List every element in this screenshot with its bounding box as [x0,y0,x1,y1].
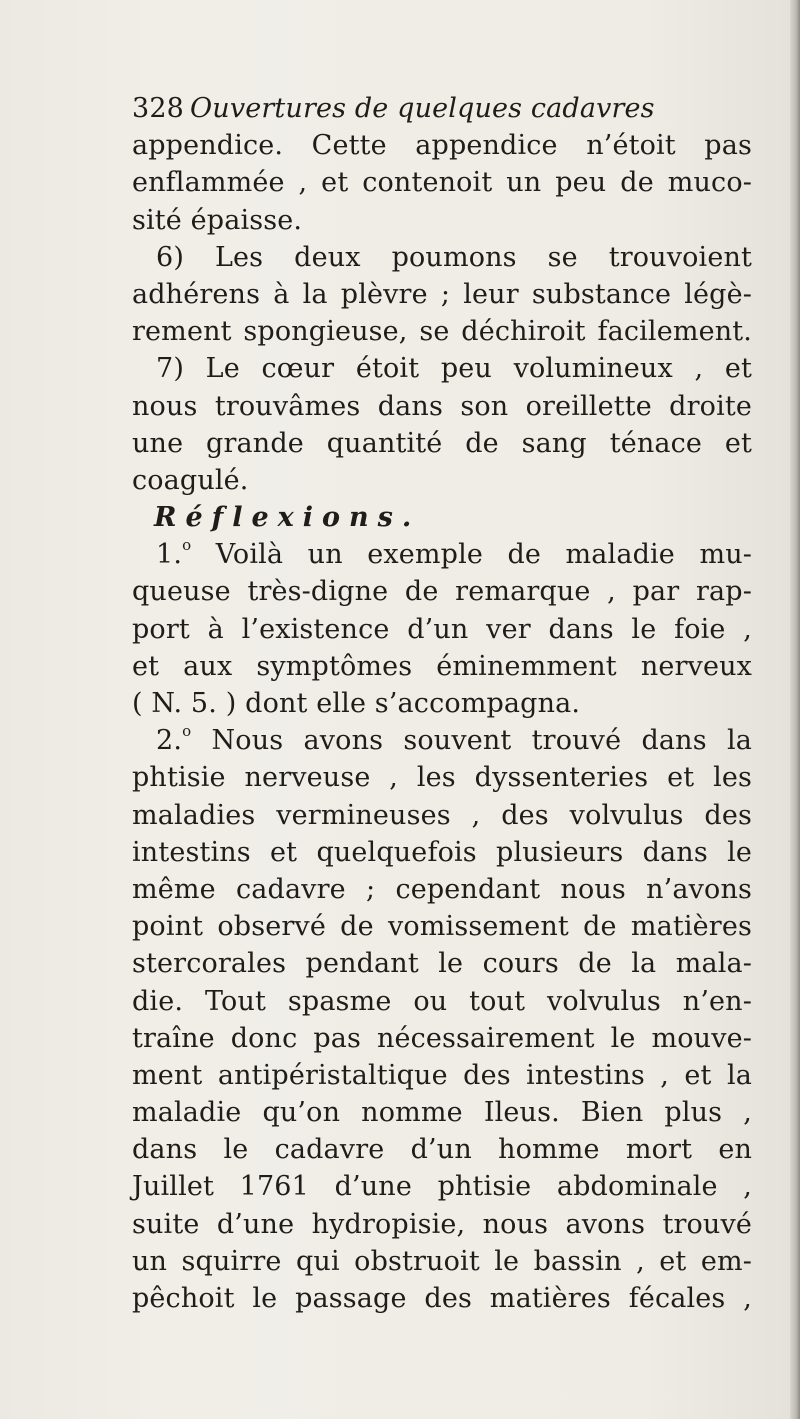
text-line: maladies vermineuses , des volvulus des [132,799,752,831]
text-line: point observé de vomissement de matières [132,911,752,943]
text-line: nous trouvâmes dans son oreillette droite [132,390,752,422]
text-line: ( N. 5. ) dont elle s’accompagna. [132,688,581,719]
section-title: Réflexions. [154,502,421,534]
text-line: même cadavre ; cependant nous n’avons [132,873,752,905]
text-line: appendice. Cette appendice n’étoit pas [132,130,752,162]
text-line: une grande quantité de sang ténace et [132,427,752,459]
text-line: queuse très-digne de remarque , par rap- [132,576,752,608]
running-header [132,90,752,127]
text-line [132,536,752,573]
page-edge-shadow [790,0,800,1419]
text-line: suite d’une hydropisie, nous avons trouvé [132,1208,752,1240]
item-text: Voilà un exemple de maladie mu- [215,539,753,571]
text-line: dans le cadavre d’un homme mort en [132,1134,752,1166]
text-line: die. Tout spasme ou tout volvulus n’en- [132,985,752,1017]
text-line: sité épaisse. [132,204,303,236]
item-number: 2.$^o$ [156,722,192,757]
page-number: 328 [132,93,184,124]
text-line: adhérens à la plèvre ; leur substance légè- [132,278,752,310]
item-text: Nous avons souvent trouvé dans la [211,725,753,757]
item-number: 1.$^o$ [156,536,192,571]
text-line: traîne donc pas nécessairement le mouve- [132,1022,752,1054]
text-line: pêchoit le passage des matières fécales , [132,1283,752,1314]
text-line: maladie qu’on nomme Ileus. Bien plus , [132,1097,752,1129]
text-line: ment antipéristaltique des intestins , et la [132,1059,752,1091]
text-line: 7) Le cœur étoit peu volumineux , et [156,353,752,385]
text-line: enflammée , et contenoit un peu de muco- [132,167,752,199]
text-line: port à l’existence d’un ver dans le foie , [132,613,752,645]
text-line: un squirre qui obstruoit le bassin , et em- [132,1245,752,1277]
text-line: rement spongieuse, se déchiroit facilement. [132,316,752,348]
text-line: Juillet 1761 d’une phtisie abdominale , [132,1171,752,1203]
text-line: phtisie nerveuse , les dyssenteries et les [132,762,752,794]
text-line: et aux symptômes éminemment nerveux [132,650,752,682]
text-line: stercorales pendant le cours de la mala- [132,948,752,980]
running-title: Ouvertures de quelques cadavres [190,93,655,124]
text-line: 6) Les deux poumons se trouvoient [156,241,752,273]
page-text [132,90,752,1317]
text-line: intestins et quelquefois plusieurs dans le [132,836,752,868]
text-line: coagulé. [132,464,249,496]
text-line [132,722,752,759]
